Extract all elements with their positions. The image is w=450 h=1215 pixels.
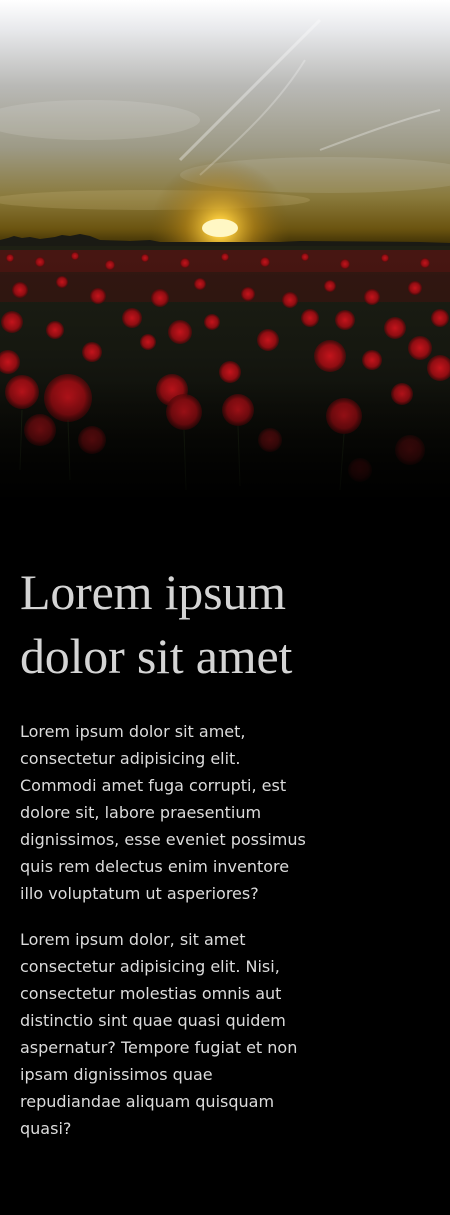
heading-line-2: dolor sit amet bbox=[20, 628, 293, 684]
article-heading bbox=[20, 560, 310, 688]
hero-photo bbox=[0, 0, 450, 520]
article bbox=[20, 560, 310, 1161]
hero-image bbox=[0, 0, 450, 520]
paragraph-1: Lorem ipsum dolor sit amet, consectetur adipisicing elit. Commodi amet fuga corrupti, est dolore sit, labore praesentium dignissimos, esse eveniet possimus quis rem delectus enim inventore illo voluptatum ut asperiores? bbox=[20, 722, 306, 903]
paragraph-2: Lorem ipsum dolor, sit amet consectetur adipisicing elit. Nisi, consectetur molestias omnis aut distinctio sint quae quasi quidem aspernatur? Tempore fugiat et non ipsam dignissimos quae repudiandae aliquam quisquam quasi? bbox=[20, 930, 298, 1138]
heading-line-1: Lorem ipsum bbox=[20, 564, 286, 620]
